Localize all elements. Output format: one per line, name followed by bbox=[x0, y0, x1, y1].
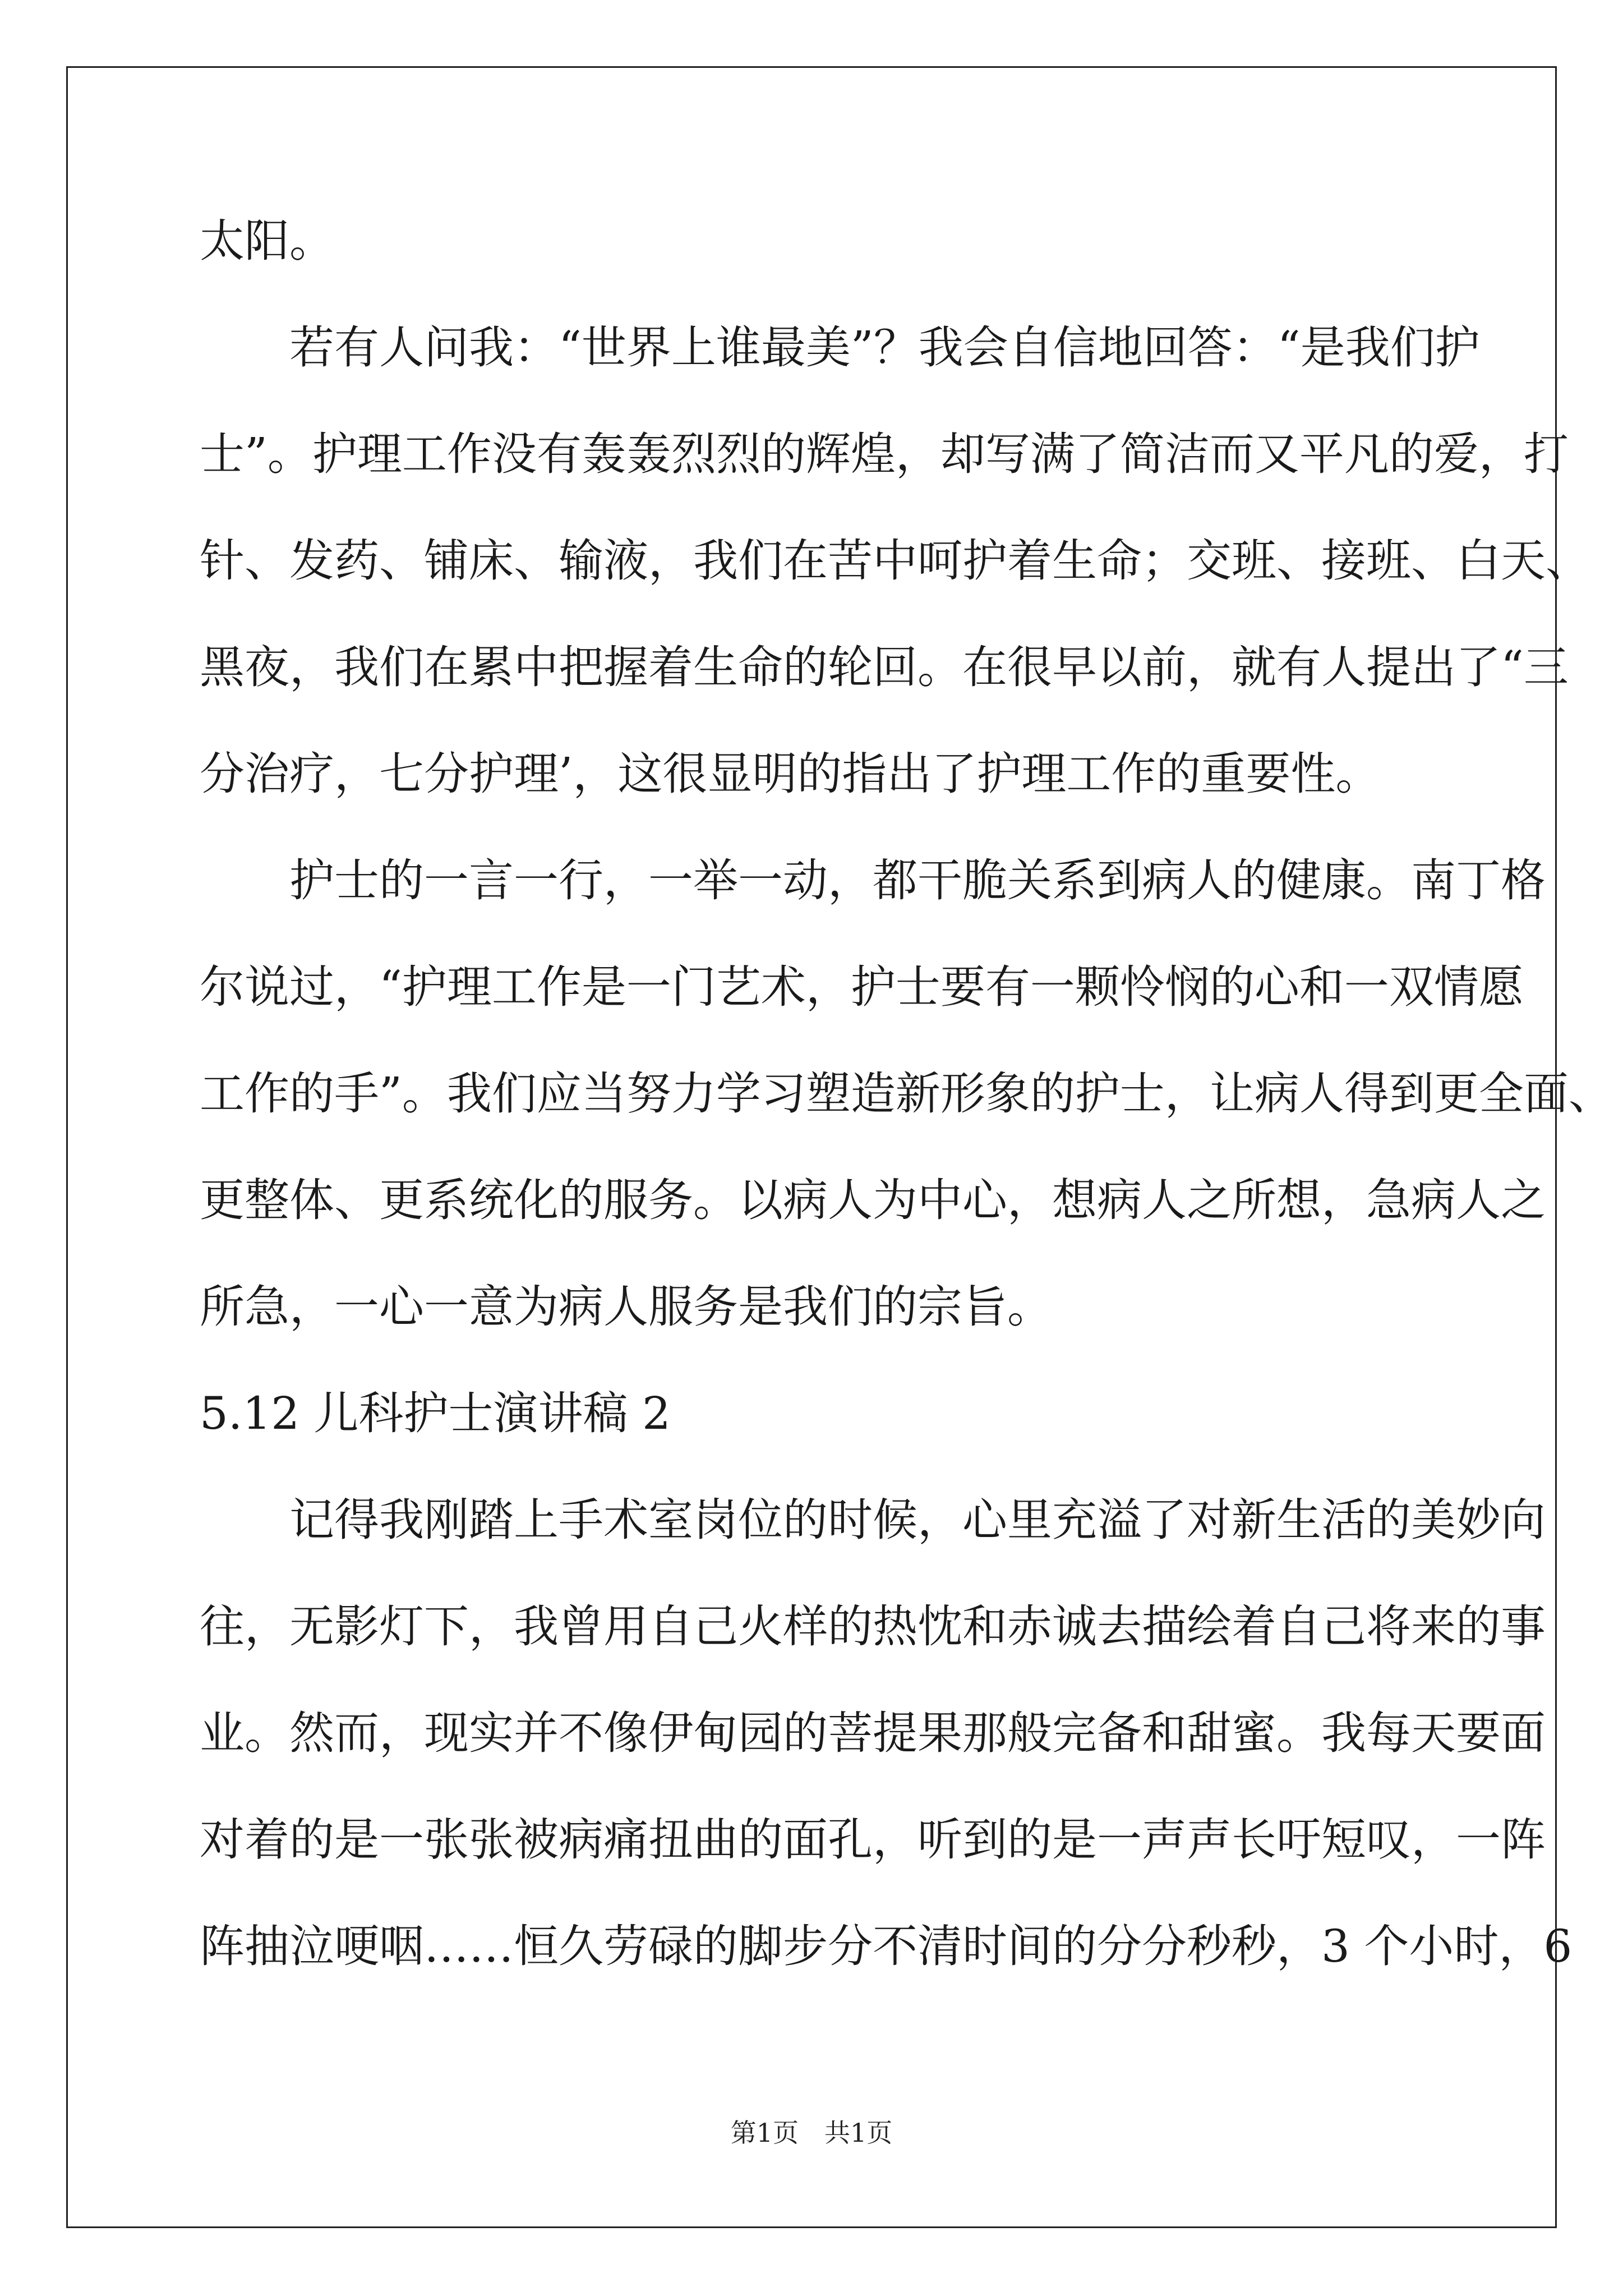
text-line: 所急，一心一意为病人服务是我们的宗旨。 bbox=[200, 1281, 1052, 1333]
text-line: 若有人问我：“世界上谁最美”？我会自信地回答：“是我们护 bbox=[200, 321, 1480, 374]
text-line: 黑夜，我们在累中把握着生命的轮回。在很早以前，就有人提出了“三 bbox=[200, 641, 1569, 693]
text-line: 护士的一言一行，一举一动，都干脆关系到病人的健康。南丁格 bbox=[200, 854, 1546, 907]
text-line: 针、发药、铺床、输液，我们在苦中呵护着生命；交班、接班、白天、 bbox=[200, 535, 1590, 587]
page-footer bbox=[0, 2116, 1623, 2150]
text-line: 往，无影灯下，我曾用自己火样的热忱和赤诚去描绘着自己将来的事 bbox=[200, 1600, 1546, 1653]
page-total: 共1页 bbox=[824, 2118, 893, 2148]
section-heading: 5.12 儿科护士演讲稿 2 bbox=[200, 1387, 671, 1439]
page-border bbox=[66, 66, 1557, 2228]
text-line: 记得我刚踏上手术室岗位的时候，心里充溢了对新生活的美妙向 bbox=[200, 1494, 1546, 1546]
text-line: 业。然而，现实并不像伊甸园的菩提果那般完备和甜蜜。我每天要面 bbox=[200, 1707, 1546, 1759]
text-line: 阵抽泣哽咽……恒久劳碌的脚步分不清时间的分分秒秒，3 个小时，6 bbox=[200, 1920, 1573, 1972]
text-line: 士”。护理工作没有轰轰烈烈的辉煌，却写满了简洁而又平凡的爱，打 bbox=[200, 428, 1569, 480]
text-line: 分治疗，七分护理’，这很显明的指出了护理工作的重要性。 bbox=[200, 748, 1381, 800]
text-line: 太阳。 bbox=[200, 215, 334, 267]
page-number: 第1页 bbox=[730, 2118, 799, 2148]
text-line: 更整体、更系统化的服务。以病人为中心，想病人之所想，急病人之 bbox=[200, 1174, 1546, 1226]
text-line: 对着的是一张张被病痛扭曲的面孔，听到的是一声声长吁短叹，一阵 bbox=[200, 1814, 1546, 1866]
text-line: 工作的手”。我们应当努力学习塑造新形象的护士，让病人得到更全面、 bbox=[200, 1068, 1613, 1120]
text-line: 尔说过，“护理工作是一门艺术，护士要有一颗怜悯的心和一双情愿 bbox=[200, 961, 1524, 1013]
